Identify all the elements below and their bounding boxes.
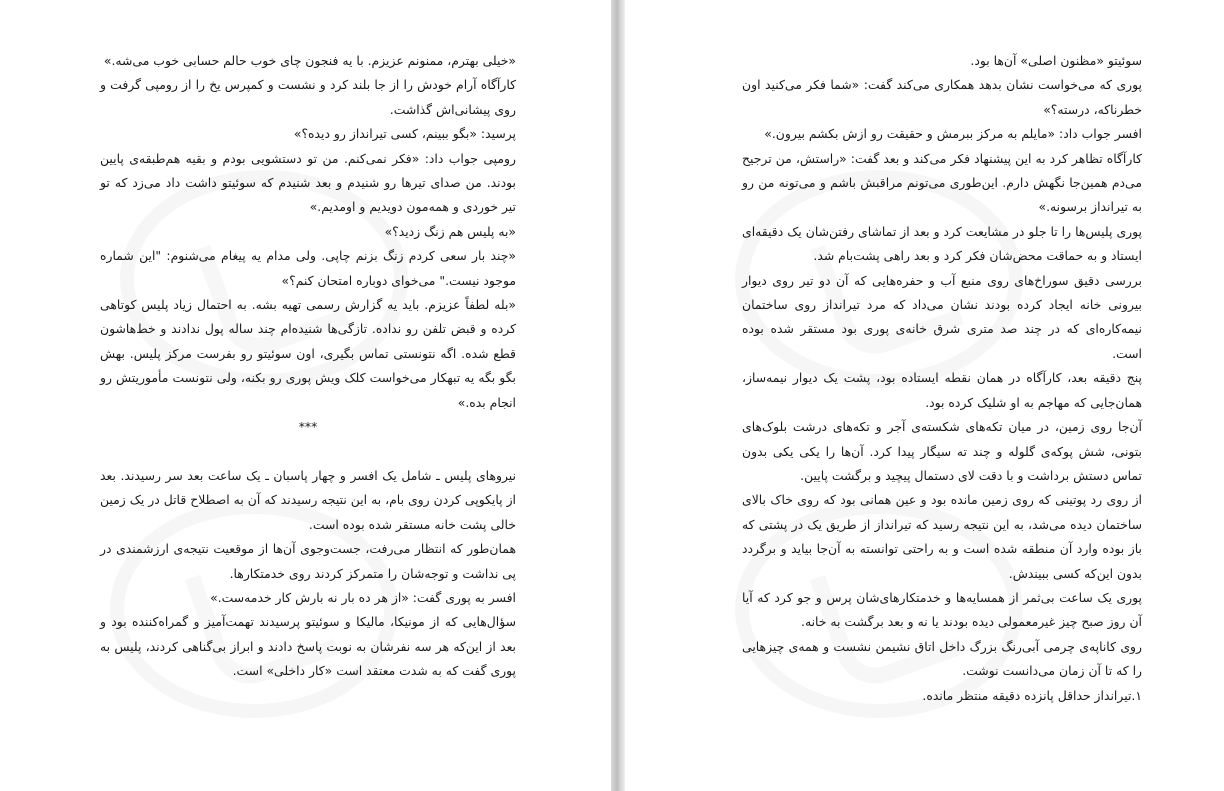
paragraph: پوری پلیس‌ها را تا جلو در مشایعت کرد و بعد از تماشای رفتن‌شان یک دقیقه‌ای ایستاد و به حماقت محض‌شان فکر کرد و بعد راهی پشت‌بام شد. (742, 223, 1142, 264)
left-page (0, 0, 611, 791)
paragraph: «خیلی بهترم، ممنونم عزیزم. با یه فنجون چای خوب حالم حسابی خوب می‌شه.» (103, 53, 516, 68)
right-page-text (742, 49, 1142, 708)
paragraph: کارآگاه تظاهر کرد به این پیشنهاد فکر می‌کند و بعد گفت: «راستش، من ترجیح می‌دم همین‌جا نگهش دارم. این‌طوری می‌تونم مراقبش باشم و می‌تونه من رو به تیرانداز برسونه.» (742, 150, 1142, 215)
paragraph: روی کاناپه‌ی چرمی آبی‌رنگ بزرگ داخل اتاق نشیمن نشست و همه‌ی چیزهایی را که تا آن زمان می‌دانست نوشت. (742, 638, 1142, 679)
paragraph: بررسی دقیق سوراخ‌های روی منبع آب و حفره‌هایی که آن دو تیر روی دیوار بیرونی خانه ایجاد کرده بودند نشان می‌داد که مرد تیرانداز روی ساختمان نیمه‌کاره‌ای که در چند صد متری شرق خانه‌ی پوری بود مستقر شده بوده است. (742, 272, 1142, 361)
blank-line (100, 440, 516, 464)
paragraph: افسر جواب داد: «مایلم به مرکز ببرمش و حقیقت رو ازش بکشم بیرون.» (764, 126, 1142, 142)
paragraph: پوری یک ساعت بی‌ثمر از همسایه‌ها و خدمتکارهای‌شان پرس و جو کرد که آیا آن روز صبح چیز غیرمعمولی دیده بودند یا نه و بعد برگشت به خانه. (742, 589, 1142, 630)
left-page-text (100, 49, 516, 684)
paragraph: آن‌جا روی زمین، در میان تکه‌های شکسته‌ی آجر و تکه‌های درشت بلوک‌های بتونی، شش پوکه‌ی گلوله و چند ته سیگار پیدا کرد. آن‌ها را یکی یکی بدون تماس دستش برداشت و با دقت لای دستمال پیچید و برگشت پایین. (742, 419, 1142, 483)
paragraph: پنج دقیقه بعد، کارآگاه در همان نقطه ایستاده بود، پشت یک دیوار نیمه‌ساز، همان‌جایی که مهاجم به او شلیک کرده بود. (742, 370, 1142, 410)
paragraph: نیروهای پلیس ـ شامل یک افسر و چهار پاسبان ـ یک ساعت بعد سر رسیدند. بعد از پایکوپی کردن روی بام، به این نتیجه رسیدند که آن به اصطلاح قاتل در یک زمین خالی پشت خانه مستقر شده بوده است. (100, 467, 516, 532)
right-page (625, 0, 1224, 791)
paragraph: ١.تیرانداز حداقل پانزده دقیقه منتظر مانده. (922, 687, 1142, 703)
paragraph: سؤال‌هایی که از مونیکا، مالیکا و سوئیتو پرسیدند تهمت‌آمیز و گمراه‌کننده بود و بعد از این‌که هر سه نفرشان به نوبت پاسخ دادند و ابراز بی‌گناهی کردند، پلیس به پوری گفت که به شدت معتقد است «کار داخلی» است. (100, 614, 516, 679)
paragraph: سوئیتو «مظنون اصلی» آن‌ها بود. (970, 53, 1142, 68)
paragraph: همان‌طور که انتظار می‌رفت، جست‌وجوی آن‌ها از موقعیت نتیجه‌ی ارزشمندی در پی نداشت و توجه‌شان را متمرکز کردند روی خدمتکارها. (100, 541, 516, 581)
book-gutter (611, 0, 625, 791)
paragraph: «چند بار سعی کردم زنگ بزنم چاپی. ولی مدام یه پیغام می‌شنوم: "این شماره موجود نیست." می‌خوای دوباره امتحان کنم؟» (100, 248, 516, 288)
paragraph: رومپی جواب داد: «فکر نمی‌کنم. من تو دستشویی بودم و بقیه هم‌طبقه‌ی پایین بودند. من صدای تیرها رو شنیدم و بعد شنیدم که سوئیتو داشت داد می‌زد که تو تیر خوردی و همه‌مون دویدیم و اومدیم.» (100, 150, 516, 215)
section-separator: *** (298, 419, 318, 435)
paragraph: «به پلیس هم زنگ زدید؟» (384, 223, 516, 239)
paragraph: کارآگاه آرام خودش را از جا بلند کرد و نشست و کمپرس یخ را از رومپی گرفت و روی پیشانی‌اش گذاشت. (100, 77, 516, 117)
paragraph: از روی رد پوتینی که روی زمین مانده بود و عین همانی بود که روی خاک بالای ساختمان دیده می‌شد، به این نتیجه رسید که تیرانداز از طریق یک در پشتی که باز بوده وارد آن منطقه شده است و به راحتی توانسته به آن‌جا بیاید و برگردد بدون این‌که کسی ببیندش. (742, 492, 1142, 581)
paragraph: پرسید: «بگو ببینم، کسی تیرانداز رو دیده؟» (293, 126, 516, 142)
paragraph: «بله لطفاً عزیزم. باید یه گزارش رسمی تهیه بشه. به احتمال زیاد پلیس کوتاهی کرده و قبض تلفن رو نداده. تازگی‌ها شنیده‌ام چند ساله پول ندادند و خط‌هاشون قطع شده. اگه نتونستی تماس بگیری، اون سوئیتو رو بفرست مرکز پلیس. بهش بگو بگه یه تبهکار می‌خواست کلک ویش پوری رو بکنه، ولی نتونست مأموریتش رو انجام بده.» (100, 297, 516, 410)
paragraph: پوری که می‌خواست نشان بدهد همکاری می‌کند گفت: «شما فکر می‌کنید اون خطرناکه، درسته؟» (742, 77, 1142, 117)
paragraph: افسر به پوری گفت: «از هر ده بار نه بارش کار خدمه‌ست.» (210, 589, 516, 605)
